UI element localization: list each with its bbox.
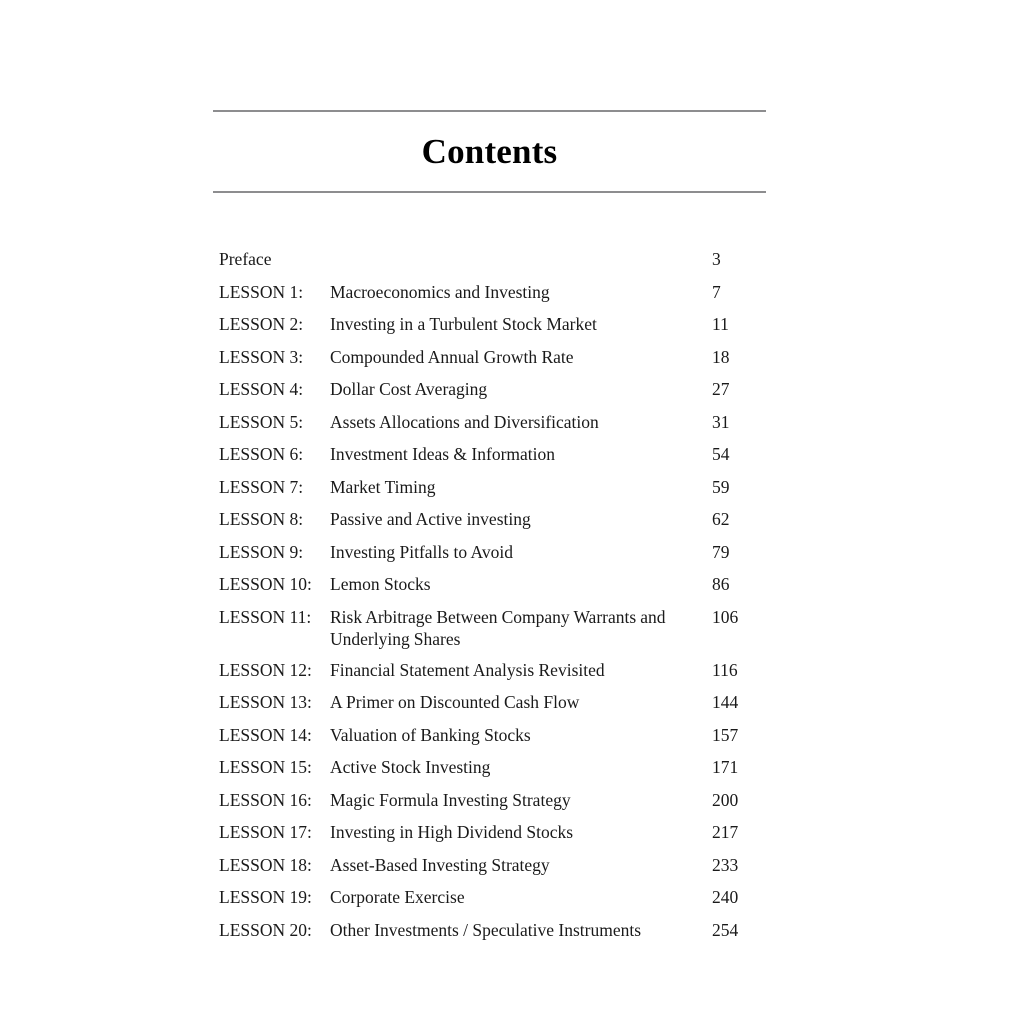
toc-header [213, 110, 766, 193]
toc-entry-page-number: 254 [712, 919, 739, 940]
toc-entry-row[interactable] [219, 854, 779, 887]
toc-entry-page-number: 217 [712, 822, 739, 842]
toc-entry-label: LESSON 8: [219, 509, 304, 529]
toc-entry-page-number: 54 [712, 444, 730, 464]
toc-entry-label: LESSON 10: [219, 574, 312, 594]
toc-entry-row[interactable] [219, 659, 779, 692]
toc-entry-label: LESSON 20: [219, 919, 312, 940]
toc-entry-title: Investment Ideas & Information [330, 444, 556, 464]
toc-entry-row[interactable] [219, 248, 779, 281]
toc-entry-row[interactable] [219, 508, 779, 541]
toc-entry-row[interactable] [219, 541, 779, 574]
toc-entry-title: Investing Pitfalls to Avoid [330, 541, 513, 562]
toc-entry-title: Valuation of Banking Stocks [330, 724, 531, 745]
toc-entry-title: Market Timing [330, 476, 436, 497]
toc-entry-title: Risk Arbitrage Between Company Warrants and Underlying Shares [330, 606, 666, 649]
toc-entry-row[interactable] [219, 281, 779, 314]
toc-entry-title: Investing in High Dividend Stocks [330, 822, 574, 842]
toc-entry-label: LESSON 5: [219, 411, 304, 432]
toc-entry-row[interactable] [219, 691, 779, 724]
toc-entry-page-number: 116 [712, 659, 738, 680]
toc-entry-page-number: 233 [712, 854, 739, 875]
toc-entry-title: Lemon Stocks [330, 574, 431, 594]
toc-entry-row[interactable] [219, 476, 779, 509]
toc-entry-title: Compounded Annual Growth Rate [330, 346, 574, 367]
toc-entry-label: LESSON 9: [219, 541, 304, 562]
toc-entry-title: Macroeconomics and Investing [330, 281, 550, 302]
toc-entry-row[interactable] [219, 346, 779, 379]
toc-entry-label: LESSON 4: [219, 379, 304, 399]
toc-entry-title: Investing in a Turbulent Stock Market [330, 314, 597, 334]
toc-entry-row[interactable] [219, 756, 779, 789]
toc-entry-label: LESSON 18: [219, 854, 312, 875]
toc-entry-list [219, 248, 779, 951]
toc-entry-title: Asset-Based Investing Strategy [330, 854, 550, 875]
toc-entry-page-number: 157 [712, 724, 739, 745]
toc-entry-page-number: 144 [712, 692, 739, 712]
toc-entry-label: LESSON 13: [219, 692, 312, 712]
toc-entry-title: Other Investments / Speculative Instruments [330, 919, 642, 940]
toc-entry-row[interactable] [219, 443, 779, 476]
toc-entry-label: Preface [219, 249, 272, 269]
toc-entry-row[interactable] [219, 313, 779, 346]
toc-entry-page-number: 240 [712, 887, 739, 907]
toc-entry-page-number: 200 [712, 789, 739, 810]
toc-entry-label: LESSON 6: [219, 444, 304, 464]
toc-entry-page-number: 11 [712, 314, 729, 334]
toc-entry-row[interactable] [219, 789, 779, 822]
toc-entry-page-number: 31 [712, 411, 730, 432]
toc-entry-page-number: 18 [712, 346, 730, 367]
toc-entry-title: Magic Formula Investing Strategy [330, 789, 571, 810]
toc-entry-page-number: 3 [712, 249, 721, 269]
toc-entry-row[interactable] [219, 378, 779, 411]
toc-entry-label: LESSON 1: [219, 281, 304, 302]
toc-entry-title: Corporate Exercise [330, 887, 465, 907]
toc-entry-page-number: 86 [712, 574, 730, 594]
toc-entry-row[interactable] [219, 724, 779, 757]
toc-entry-title: Financial Statement Analysis Revisited [330, 659, 605, 680]
toc-entry-title: Assets Allocations and Diversification [330, 411, 599, 432]
toc-entry-row[interactable] [219, 411, 779, 444]
toc-entry-label: LESSON 19: [219, 887, 312, 907]
toc-entry-label: LESSON 12: [219, 659, 312, 680]
toc-entry-page-number: 171 [712, 757, 739, 777]
toc-entry-page-number: 106 [712, 606, 739, 627]
toc-entry-page-number: 62 [712, 509, 730, 529]
toc-entry-page-number: 7 [712, 281, 721, 302]
toc-entry-row[interactable] [219, 919, 779, 952]
toc-entry-page-number: 79 [712, 541, 730, 562]
toc-entry-label: LESSON 7: [219, 476, 304, 497]
toc-entry-row[interactable] [219, 821, 779, 854]
toc-entry-title: Dollar Cost Averaging [330, 379, 488, 399]
toc-entry-title: A Primer on Discounted Cash Flow [330, 692, 580, 712]
toc-entry-label: LESSON 16: [219, 789, 312, 810]
toc-entry-label: LESSON 14: [219, 724, 312, 745]
toc-entry-title: Passive and Active investing [330, 509, 531, 529]
toc-entry-row[interactable] [219, 573, 779, 606]
toc-entry-label: LESSON 2: [219, 314, 304, 334]
toc-entry-label: LESSON 11: [219, 606, 312, 627]
toc-entry-row[interactable] [219, 886, 779, 919]
header-rule-bottom [213, 191, 766, 193]
toc-entry-page-number: 27 [712, 379, 730, 399]
page-title: Contents [421, 132, 558, 171]
toc-entry-label: LESSON 17: [219, 822, 312, 842]
toc-entry-page-number: 59 [712, 476, 730, 497]
toc-entry-label: LESSON 15: [219, 757, 312, 777]
toc-entry-row[interactable] [219, 606, 779, 659]
toc-entry-label: LESSON 3: [219, 346, 304, 367]
toc-entry-title: Active Stock Investing [330, 757, 491, 777]
